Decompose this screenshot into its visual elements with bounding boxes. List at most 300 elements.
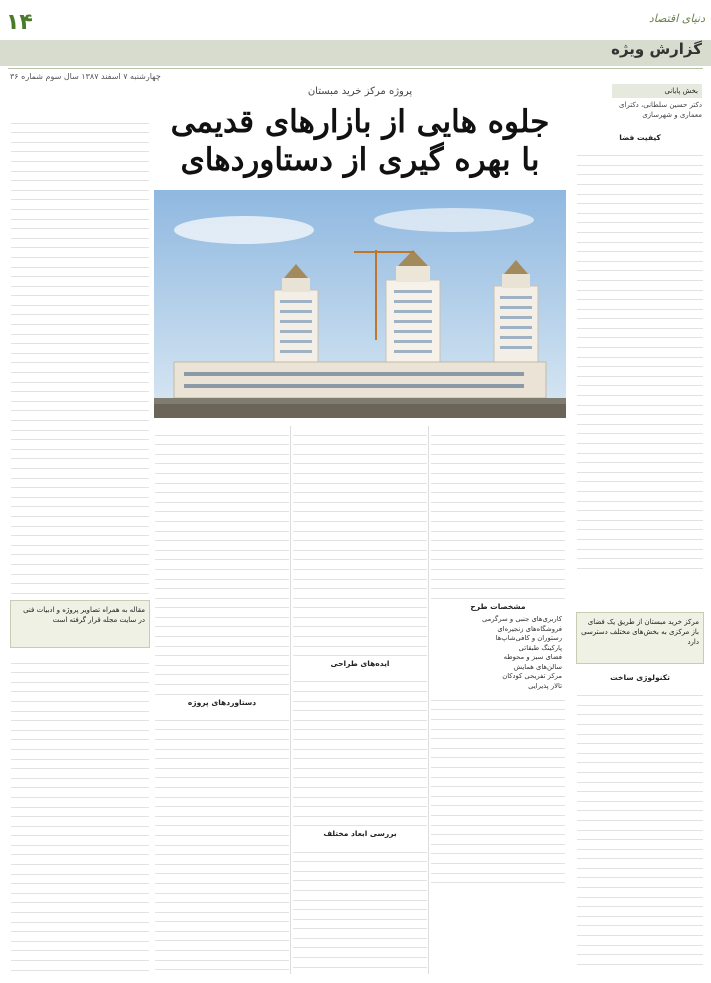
text-line [293, 769, 427, 779]
text-line [11, 731, 149, 741]
text-line [11, 527, 149, 537]
text-line [11, 114, 149, 124]
text-line [577, 502, 703, 512]
text-line [155, 970, 289, 974]
text-line [577, 386, 703, 396]
text-line [293, 522, 427, 532]
text-line [577, 204, 703, 214]
text-line [11, 152, 149, 162]
text-line [11, 942, 149, 952]
feature-item: رستوران و کافی‌شاپ‌ها [495, 634, 562, 643]
text-line [155, 855, 289, 865]
text-line [577, 262, 703, 272]
text-line [155, 608, 289, 618]
masthead-logo: دنیای اقتصاد [648, 12, 705, 25]
text-line [11, 200, 149, 210]
text-line [577, 715, 703, 725]
text-line [293, 618, 427, 628]
text-line [293, 948, 427, 958]
text-line [11, 721, 149, 731]
text-line [293, 788, 427, 798]
text-line [11, 344, 149, 354]
text-line [11, 517, 149, 527]
text-line [577, 434, 703, 444]
text-line [11, 779, 149, 789]
headline-line-1: جلوه هایی از بازارهای قدیمی [170, 104, 550, 140]
text-line [577, 454, 703, 464]
text-line [577, 840, 703, 850]
body-column-2 [292, 426, 428, 974]
text-line [11, 692, 149, 702]
feature-list [430, 615, 566, 691]
text-line [11, 836, 149, 846]
text-line [293, 862, 427, 872]
text-line [11, 884, 149, 894]
text-line [577, 396, 703, 406]
text-line [11, 143, 149, 153]
text-line [11, 363, 149, 373]
text-line [431, 532, 565, 542]
text-line [577, 802, 703, 812]
text-line [293, 682, 427, 692]
text-line [155, 750, 289, 760]
text-line [11, 760, 149, 770]
text-line [577, 329, 703, 339]
text-line [293, 750, 427, 760]
text-line [577, 521, 703, 531]
text-line [293, 778, 427, 788]
text-line [577, 907, 703, 917]
text-line [431, 797, 565, 807]
text-line [293, 436, 427, 446]
text-line [577, 550, 703, 560]
text-line [577, 763, 703, 773]
text-line [577, 859, 703, 869]
text-line [155, 685, 289, 695]
text-line [431, 787, 565, 797]
text-line [431, 874, 565, 884]
text-line [155, 474, 289, 484]
text-line [431, 512, 565, 522]
text-line [293, 692, 427, 702]
text-line [11, 961, 149, 971]
text-line [577, 869, 703, 879]
text-line [577, 243, 703, 253]
text-line [155, 951, 289, 961]
text-line [155, 913, 289, 923]
text-line [577, 233, 703, 243]
text-line [577, 936, 703, 946]
text-line [577, 415, 703, 425]
text-line [577, 696, 703, 706]
subhead: دستاوردهای پروژه [187, 697, 257, 707]
text-line [155, 656, 289, 666]
text-line [577, 175, 703, 185]
subhead: مشخصات طرح [470, 601, 526, 611]
text-line [11, 229, 149, 239]
text-line [431, 522, 565, 532]
text-line [577, 926, 703, 936]
text-line [11, 536, 149, 546]
text-line [577, 725, 703, 735]
text-line [155, 846, 289, 856]
text-line [431, 845, 565, 855]
text-line [577, 687, 703, 697]
text-line [155, 580, 289, 590]
text-line [293, 807, 427, 817]
text-line [431, 835, 565, 845]
text-line [293, 532, 427, 542]
text-line [293, 426, 427, 436]
text-line [155, 941, 289, 951]
text-line [11, 248, 149, 258]
text-line [11, 913, 149, 923]
text-line [293, 910, 427, 920]
text-line [431, 445, 565, 455]
text-line [577, 319, 703, 329]
text-line [577, 540, 703, 550]
text-line [293, 560, 427, 570]
text-line [577, 946, 703, 956]
text-line [11, 210, 149, 220]
text-line [431, 541, 565, 551]
text-line [431, 436, 565, 446]
text-line [11, 383, 149, 393]
text-line [11, 268, 149, 278]
issue-line: چهارشنبه ۷ اسفند ۱۳۸۷ سال سوم شماره ۳۶ [10, 72, 161, 81]
text-line [293, 608, 427, 618]
text-line [293, 503, 427, 513]
text-line [431, 589, 565, 599]
text-line [577, 850, 703, 860]
text-line [11, 565, 149, 575]
page-number: ۱۴ [6, 10, 33, 35]
text-line [11, 191, 149, 201]
column-divider [428, 426, 429, 974]
text-line [11, 875, 149, 885]
text-line [431, 730, 565, 740]
text-line [11, 431, 149, 441]
text-line [155, 455, 289, 465]
text-line [431, 570, 565, 580]
text-line [431, 710, 565, 720]
text-line [11, 664, 149, 674]
text-line [577, 406, 703, 416]
text-line [155, 589, 289, 599]
left-column-body-2 [10, 654, 150, 974]
text-line [155, 894, 289, 904]
text-line [155, 807, 289, 817]
text-line [11, 258, 149, 268]
text-line [155, 570, 289, 580]
text-line [431, 560, 565, 570]
feature-item: کاربری‌های جنبی و سرگرمی [482, 615, 562, 624]
text-line [293, 474, 427, 484]
text-line [11, 325, 149, 335]
text-line [293, 929, 427, 939]
text-line [293, 599, 427, 609]
author-byline: دکتر حسین سلطانی، دکترای معماری و شهرسازی [618, 101, 702, 119]
text-line [11, 277, 149, 287]
text-line [11, 683, 149, 693]
text-line [293, 817, 427, 827]
text-line [577, 473, 703, 483]
text-line [577, 444, 703, 454]
text-line [293, 464, 427, 474]
text-line [577, 482, 703, 492]
text-line [155, 836, 289, 846]
text-line [11, 392, 149, 402]
subhead: ایده‌های طراحی [330, 659, 390, 669]
text-line [155, 484, 289, 494]
text-line [155, 436, 289, 446]
text-line [577, 367, 703, 377]
kicker: پروژه مرکز خرید مبستان [307, 86, 413, 97]
text-line [11, 469, 149, 479]
body-column-1 [154, 426, 290, 974]
text-line [155, 599, 289, 609]
text-line [155, 522, 289, 532]
text-line [11, 827, 149, 837]
text-line [11, 546, 149, 556]
text-line [431, 484, 565, 494]
text-line [577, 271, 703, 281]
text-line [293, 721, 427, 731]
text-line [155, 759, 289, 769]
text-line [11, 951, 149, 961]
text-line [11, 133, 149, 143]
text-line [431, 864, 565, 874]
text-line [577, 377, 703, 387]
text-line [577, 735, 703, 745]
section-title: گزارش ویژه [611, 40, 702, 58]
feature-item: پارکینگ طبقاتی [518, 643, 562, 652]
text-line [293, 589, 427, 599]
text-line [11, 296, 149, 306]
text-line [11, 411, 149, 421]
text-line [11, 855, 149, 865]
text-line [155, 798, 289, 808]
text-line [11, 673, 149, 683]
building-photo [154, 190, 566, 418]
subhead: کیفیت فضا [619, 133, 661, 142]
text-line [11, 450, 149, 460]
text-line [155, 503, 289, 513]
text-line [11, 702, 149, 712]
text-line [431, 503, 565, 513]
text-line [577, 310, 703, 320]
text-line [431, 739, 565, 749]
text-line [293, 637, 427, 647]
text-line [577, 559, 703, 569]
body-column-3 [430, 426, 566, 974]
text-line [155, 721, 289, 731]
text-line [155, 675, 289, 685]
text-line [155, 426, 289, 436]
text-line [431, 720, 565, 730]
text-line [155, 961, 289, 971]
text-line [577, 338, 703, 348]
text-line [431, 806, 565, 816]
text-line [577, 783, 703, 793]
text-line [11, 923, 149, 933]
text-line [577, 291, 703, 301]
text-line [431, 580, 565, 590]
text-line [577, 425, 703, 435]
text-line [155, 740, 289, 750]
text-line [11, 498, 149, 508]
text-line [431, 854, 565, 864]
text-line [577, 214, 703, 224]
text-line [293, 484, 427, 494]
text-line [577, 463, 703, 473]
feature-item: سالن‌های همایش [513, 662, 562, 671]
text-line [11, 373, 149, 383]
text-line [293, 493, 427, 503]
text-line [11, 932, 149, 942]
text-line [11, 220, 149, 230]
text-line [155, 627, 289, 637]
text-line [11, 903, 149, 913]
text-line [577, 754, 703, 764]
text-line [577, 281, 703, 291]
text-line [577, 185, 703, 195]
text-line [11, 507, 149, 517]
text-line [11, 712, 149, 722]
text-line [577, 348, 703, 358]
text-line [577, 917, 703, 927]
text-line [11, 124, 149, 134]
text-line [11, 846, 149, 856]
text-line [155, 512, 289, 522]
text-line [293, 901, 427, 911]
feature-item: مرکز تفریحی کودکان [502, 672, 562, 681]
text-line [577, 569, 703, 570]
text-line [155, 464, 289, 474]
text-line [155, 874, 289, 884]
text-line [155, 647, 289, 657]
feature-item: تالار پذیرایی [528, 681, 562, 690]
column-label: بخش پایانی [612, 84, 702, 98]
text-line [431, 691, 565, 701]
text-line [577, 878, 703, 888]
text-line [431, 455, 565, 465]
text-line [155, 618, 289, 628]
column-divider [290, 426, 291, 974]
text-line [577, 300, 703, 310]
text-line [11, 172, 149, 182]
text-line [155, 769, 289, 779]
text-line [293, 968, 427, 974]
text-line [293, 702, 427, 712]
text-line [11, 421, 149, 431]
text-line [155, 637, 289, 647]
text-line [293, 541, 427, 551]
text-line [155, 817, 289, 827]
text-line [293, 920, 427, 930]
text-line [577, 744, 703, 754]
text-line [11, 555, 149, 565]
text-line [577, 223, 703, 233]
text-line [577, 195, 703, 205]
text-line [577, 147, 703, 157]
text-line [431, 816, 565, 826]
text-line [155, 560, 289, 570]
text-line [293, 891, 427, 901]
text-line [293, 647, 427, 657]
text-line [293, 759, 427, 769]
text-line [11, 808, 149, 818]
subhead: بررسی ابعاد مختلف [323, 829, 397, 839]
text-line [11, 181, 149, 191]
text-line [293, 853, 427, 863]
text-line [577, 492, 703, 502]
text-line [577, 511, 703, 521]
text-line [155, 884, 289, 894]
text-line [577, 530, 703, 540]
text-line [11, 402, 149, 412]
photo-illustration [154, 190, 566, 418]
text-line [577, 706, 703, 716]
text-line [155, 445, 289, 455]
text-line [155, 730, 289, 740]
text-line [155, 711, 289, 721]
text-line [577, 821, 703, 831]
callout-box-right: مرکز خرید مبستان از طریق یک فضای باز مرکزی به بخش‌های مختلف دسترسی دارد [576, 612, 704, 664]
text-line [11, 306, 149, 316]
text-line [155, 903, 289, 913]
text-line [431, 758, 565, 768]
text-line [293, 673, 427, 683]
text-line [577, 811, 703, 821]
text-line [155, 778, 289, 788]
text-line [577, 898, 703, 908]
text-line [11, 315, 149, 325]
text-line [11, 654, 149, 664]
text-line [577, 773, 703, 783]
left-column-body [10, 114, 150, 594]
text-line [577, 166, 703, 176]
text-line [11, 894, 149, 904]
text-line [293, 798, 427, 808]
text-line [155, 666, 289, 676]
text-line [11, 440, 149, 450]
text-line [11, 575, 149, 585]
text-line [293, 455, 427, 465]
text-line [11, 162, 149, 172]
text-line [11, 488, 149, 498]
right-column-body-2 [576, 670, 704, 972]
text-line [431, 701, 565, 711]
text-line [11, 459, 149, 469]
text-line [293, 730, 427, 740]
text-line [293, 843, 427, 853]
text-line [155, 532, 289, 542]
text-line [431, 551, 565, 561]
text-line [155, 826, 289, 836]
text-line [431, 778, 565, 788]
text-line [577, 831, 703, 841]
text-line [11, 798, 149, 808]
text-line [11, 584, 149, 594]
text-line [11, 354, 149, 364]
text-line [155, 865, 289, 875]
subhead: تکنولوژی ساخت [610, 673, 670, 682]
text-line [293, 711, 427, 721]
feature-item: فروشگاه‌های زنجیره‌ای [497, 624, 562, 633]
text-line [577, 156, 703, 166]
text-line [431, 768, 565, 778]
